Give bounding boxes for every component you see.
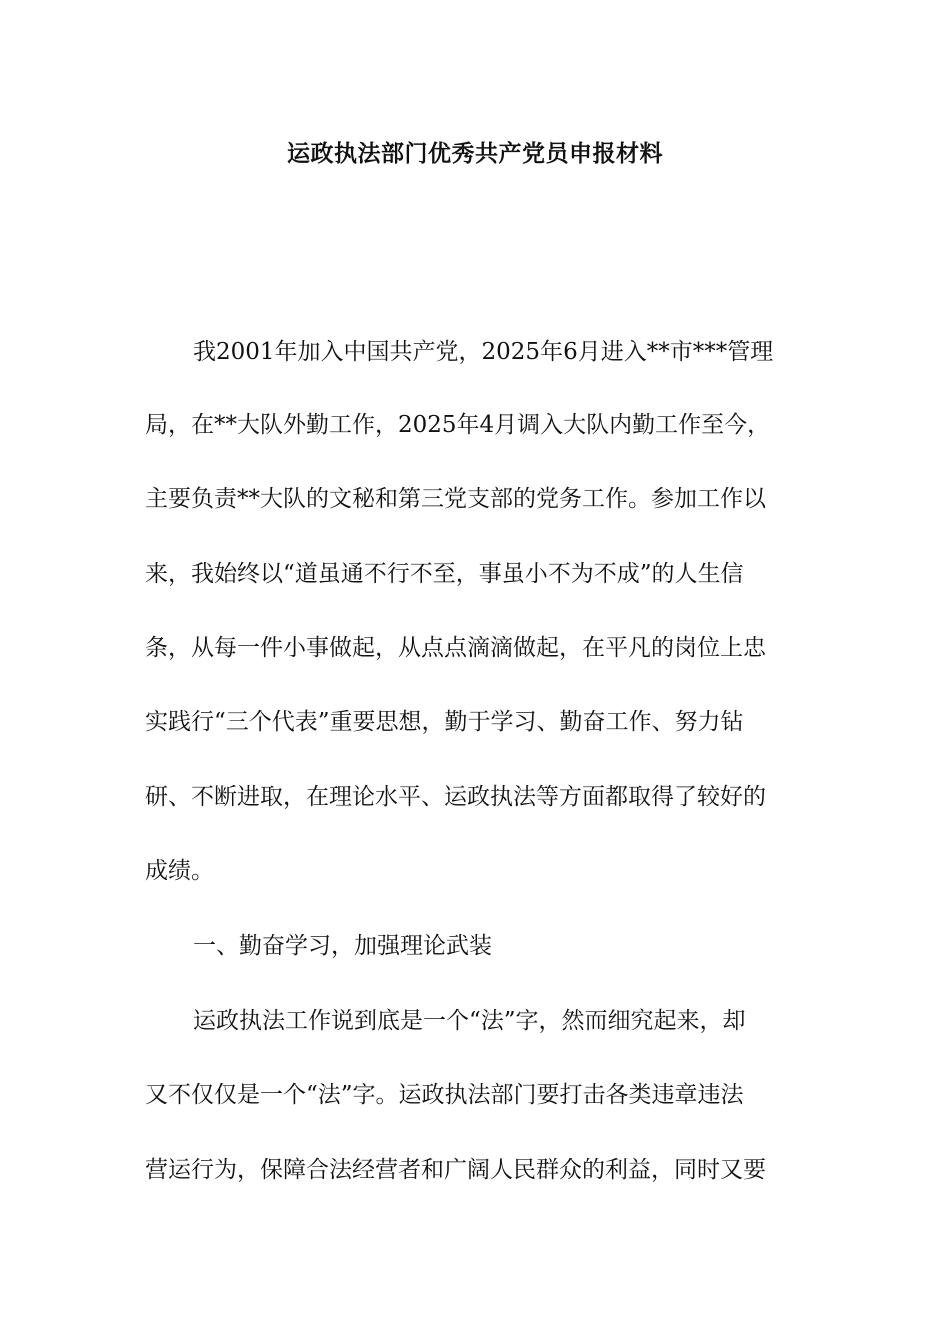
text-line-content: 成绩。 [145, 858, 214, 884]
text-line-content: 运政执法工作说到底是一个“法”字，然而细究起来，却 [193, 1008, 746, 1034]
text-line-content: 我2001年加入中国共产党，2025年6月进入**市***管理 [193, 339, 774, 365]
document-title: 运政执法部门优秀共产党员申报材料 [287, 140, 663, 167]
section-heading-text: 一、勤奋学习，加强理论武装 [193, 933, 492, 959]
text-line-content: 条，从每一件小事做起，从点点滴滴做起，在平凡的岗位上忠 [145, 635, 766, 661]
text-line-content: 实践行“三个代表”重要思想，勤于学习、勤奋工作、努力钻 [145, 709, 744, 735]
text-line-content: 营运行为，保障合法经营者和广阔人民群众的利益，同时又要 [145, 1157, 766, 1183]
text-line-content: 研、不断进取，在理论水平、运政执法等方面都取得了较好的 [145, 784, 766, 810]
text-line-content: 局，在**大队外勤工作，2025年4月调入大队内勤工作至今， [145, 412, 771, 438]
text-line-content: 来，我始终以“道虽通不行不至，事虽小不为不成”的人生信 [145, 561, 744, 587]
text-line-content: 又不仅仅是一个“法”字。运政执法部门要打击各类违章违法 [145, 1082, 744, 1108]
text-line-content: 主要负责**大队的文秘和第三党支部的党务工作。参加工作以 [145, 486, 766, 512]
